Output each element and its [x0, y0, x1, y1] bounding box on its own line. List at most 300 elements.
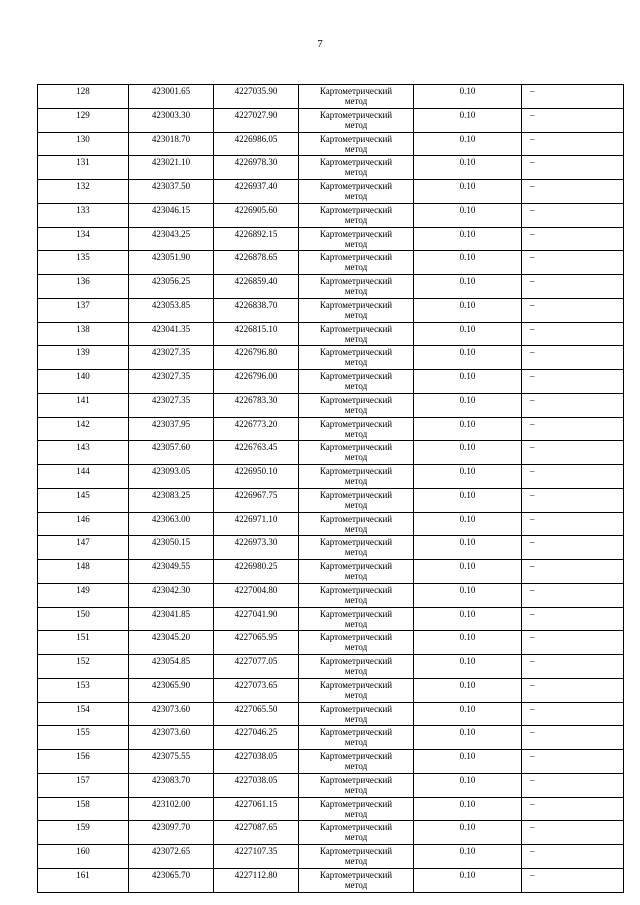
y-coordinate-cell: 4226783.30 — [214, 393, 299, 417]
x-coordinate-cell: 423018.70 — [129, 132, 214, 156]
accuracy-cell: 0.10 — [414, 868, 522, 892]
y-coordinate-cell: 4226796.80 — [214, 346, 299, 370]
method-cell — [299, 298, 414, 322]
method-line: метод — [344, 452, 368, 463]
point-number-cell: 159 — [38, 821, 129, 845]
point-number-cell: 131 — [38, 156, 129, 180]
y-coordinate-cell: 4226796.00 — [214, 370, 299, 394]
accuracy-cell: 0.10 — [414, 251, 522, 275]
method-line: Картометрический — [319, 727, 393, 738]
table-row — [38, 275, 624, 299]
accuracy-cell: 0.10 — [414, 678, 522, 702]
method-line: Картометрический — [319, 299, 393, 310]
table-row — [38, 203, 624, 227]
method-line: Картометрический — [319, 822, 393, 833]
accuracy-cell: 0.10 — [414, 108, 522, 132]
y-coordinate-cell: 4226978.30 — [214, 156, 299, 180]
method-line: метод — [344, 428, 368, 439]
description-cell: – — [522, 251, 624, 275]
y-coordinate-cell: 4227112.80 — [214, 868, 299, 892]
description-cell: – — [522, 370, 624, 394]
method-line: метод — [344, 571, 368, 581]
method-line: Картометрический — [319, 133, 393, 144]
method-cell — [299, 868, 414, 892]
accuracy-cell: 0.10 — [414, 607, 522, 631]
table-row — [38, 488, 624, 512]
point-number-cell: 143 — [38, 441, 129, 465]
method-line: метод — [344, 666, 368, 676]
method-line: Картометрический — [319, 846, 393, 856]
y-coordinate-cell: 4227065.95 — [214, 631, 299, 655]
method-line: Картометрический — [319, 371, 393, 381]
method-cell — [299, 108, 414, 132]
method-cell — [299, 560, 414, 584]
description-cell: – — [522, 180, 624, 204]
x-coordinate-cell: 423049.55 — [129, 560, 214, 584]
description-cell: – — [522, 797, 624, 821]
method-line: Картометрический — [319, 347, 393, 358]
x-coordinate-cell: 423027.35 — [129, 370, 214, 394]
accuracy-cell: 0.10 — [414, 417, 522, 441]
accuracy-cell: 0.10 — [414, 393, 522, 417]
x-coordinate-cell: 423083.25 — [129, 488, 214, 512]
description-cell: – — [522, 298, 624, 322]
description-cell: – — [522, 560, 624, 584]
method-line: метод — [344, 737, 368, 748]
description-cell: – — [522, 678, 624, 702]
x-coordinate-cell: 423054.85 — [129, 655, 214, 679]
point-number-cell: 153 — [38, 678, 129, 702]
method-cell — [299, 370, 414, 394]
point-number-cell: 156 — [38, 750, 129, 774]
table-row — [38, 607, 624, 631]
method-line: метод — [344, 618, 368, 629]
point-number-cell: 151 — [38, 631, 129, 655]
description-cell: – — [522, 702, 624, 726]
point-number-cell: 152 — [38, 655, 129, 679]
y-coordinate-cell: 4226905.60 — [214, 203, 299, 227]
method-line: Картометрический — [319, 442, 393, 453]
point-number-cell: 154 — [38, 702, 129, 726]
method-cell — [299, 726, 414, 750]
coordinates-table — [37, 84, 624, 893]
method-cell — [299, 821, 414, 845]
table-row — [38, 298, 624, 322]
description-cell: – — [522, 821, 624, 845]
point-number-cell: 144 — [38, 465, 129, 489]
point-number-cell: 128 — [38, 85, 129, 109]
y-coordinate-cell: 4227061.15 — [214, 797, 299, 821]
method-line: Картометрический — [319, 323, 393, 334]
accuracy-cell: 0.10 — [414, 773, 522, 797]
accuracy-cell: 0.10 — [414, 536, 522, 560]
y-coordinate-cell: 4227004.80 — [214, 583, 299, 607]
method-line: метод — [344, 689, 368, 700]
description-cell: – — [522, 275, 624, 299]
table-row — [38, 845, 624, 869]
table-row — [38, 536, 624, 560]
method-line: Картометрический — [319, 252, 393, 263]
table-row — [38, 583, 624, 607]
x-coordinate-cell: 423037.95 — [129, 417, 214, 441]
method-cell — [299, 773, 414, 797]
method-line: Картометрический — [319, 751, 393, 761]
x-coordinate-cell: 423051.90 — [129, 251, 214, 275]
method-line: метод — [344, 713, 368, 724]
method-cell — [299, 678, 414, 702]
point-number-cell: 149 — [38, 583, 129, 607]
method-cell — [299, 227, 414, 251]
method-line: Картометрический — [319, 418, 393, 429]
y-coordinate-cell: 4227041.90 — [214, 607, 299, 631]
method-line: метод — [344, 309, 368, 320]
y-coordinate-cell: 4227077.05 — [214, 655, 299, 679]
method-line: Картометрический — [319, 656, 393, 666]
point-number-cell: 160 — [38, 845, 129, 869]
method-line: метод — [344, 96, 368, 106]
y-coordinate-cell: 4226892.15 — [214, 227, 299, 251]
x-coordinate-cell: 423093.05 — [129, 465, 214, 489]
description-cell: – — [522, 631, 624, 655]
point-number-cell: 135 — [38, 251, 129, 275]
accuracy-cell: 0.10 — [414, 441, 522, 465]
accuracy-cell: 0.10 — [414, 750, 522, 774]
x-coordinate-cell: 423097.70 — [129, 821, 214, 845]
point-number-cell: 157 — [38, 773, 129, 797]
point-number-cell: 133 — [38, 203, 129, 227]
table-row — [38, 560, 624, 584]
method-line: метод — [344, 594, 368, 605]
description-cell: – — [522, 845, 624, 869]
accuracy-cell: 0.10 — [414, 298, 522, 322]
method-line: метод — [344, 404, 368, 415]
method-cell — [299, 702, 414, 726]
method-cell — [299, 322, 414, 346]
accuracy-cell: 0.10 — [414, 156, 522, 180]
x-coordinate-cell: 423042.30 — [129, 583, 214, 607]
method-line: метод — [344, 238, 368, 249]
table-row — [38, 512, 624, 536]
accuracy-cell: 0.10 — [414, 346, 522, 370]
point-number-cell: 158 — [38, 797, 129, 821]
method-cell — [299, 85, 414, 109]
table-row — [38, 702, 624, 726]
description-cell: – — [522, 773, 624, 797]
accuracy-cell: 0.10 — [414, 631, 522, 655]
method-line: метод — [344, 119, 368, 130]
accuracy-cell: 0.10 — [414, 821, 522, 845]
y-coordinate-cell: 4226980.25 — [214, 560, 299, 584]
accuracy-cell: 0.10 — [414, 560, 522, 584]
y-coordinate-cell: 4227107.35 — [214, 845, 299, 869]
description-cell: – — [522, 750, 624, 774]
method-line: Картометрический — [319, 394, 393, 405]
method-line: Картометрический — [319, 513, 393, 524]
point-number-cell: 134 — [38, 227, 129, 251]
y-coordinate-cell: 4227046.25 — [214, 726, 299, 750]
accuracy-cell: 0.10 — [414, 512, 522, 536]
table-row — [38, 750, 624, 774]
method-line: Картометрический — [319, 679, 393, 690]
description-cell: – — [522, 322, 624, 346]
description-cell: – — [522, 85, 624, 109]
y-coordinate-cell: 4226838.70 — [214, 298, 299, 322]
x-coordinate-cell: 423003.30 — [129, 108, 214, 132]
method-line: Картометрический — [319, 632, 393, 643]
y-coordinate-cell: 4226937.40 — [214, 180, 299, 204]
table-row — [38, 655, 624, 679]
point-number-cell: 137 — [38, 298, 129, 322]
method-line: Картометрический — [319, 157, 393, 168]
table-row — [38, 346, 624, 370]
method-line: метод — [344, 761, 368, 771]
method-line: метод — [344, 191, 368, 201]
point-number-cell: 130 — [38, 132, 129, 156]
method-cell — [299, 417, 414, 441]
method-cell — [299, 132, 414, 156]
x-coordinate-cell: 423063.00 — [129, 512, 214, 536]
x-coordinate-cell: 423075.55 — [129, 750, 214, 774]
description-cell: – — [522, 512, 624, 536]
method-cell — [299, 275, 414, 299]
point-number-cell: 155 — [38, 726, 129, 750]
description-cell: – — [522, 108, 624, 132]
point-number-cell: 148 — [38, 560, 129, 584]
page-number: 7 — [317, 38, 323, 50]
y-coordinate-cell: 4226950.10 — [214, 465, 299, 489]
table-row — [38, 180, 624, 204]
y-coordinate-cell: 4227087.65 — [214, 821, 299, 845]
accuracy-cell: 0.10 — [414, 655, 522, 679]
point-number-cell: 136 — [38, 275, 129, 299]
method-line: метод — [344, 547, 368, 558]
description-cell: – — [522, 203, 624, 227]
description-cell: – — [522, 488, 624, 512]
accuracy-cell: 0.10 — [414, 583, 522, 607]
description-cell: – — [522, 346, 624, 370]
accuracy-cell: 0.10 — [414, 488, 522, 512]
accuracy-cell: 0.10 — [414, 797, 522, 821]
point-number-cell: 129 — [38, 108, 129, 132]
method-line: Картометрический — [319, 204, 393, 215]
method-cell — [299, 156, 414, 180]
accuracy-cell: 0.10 — [414, 203, 522, 227]
y-coordinate-cell: 4226878.65 — [214, 251, 299, 275]
y-coordinate-cell: 4226773.20 — [214, 417, 299, 441]
method-line: метод — [344, 286, 368, 296]
method-cell — [299, 583, 414, 607]
method-line: метод — [344, 143, 368, 154]
table-row — [38, 678, 624, 702]
x-coordinate-cell: 423065.70 — [129, 868, 214, 892]
method-cell — [299, 607, 414, 631]
table-row — [38, 251, 624, 275]
table-row — [38, 322, 624, 346]
table-row — [38, 797, 624, 821]
x-coordinate-cell: 423045.20 — [129, 631, 214, 655]
method-line: Картометрический — [319, 466, 393, 476]
method-line: Картометрический — [319, 774, 393, 785]
x-coordinate-cell: 423041.35 — [129, 322, 214, 346]
x-coordinate-cell: 423021.10 — [129, 156, 214, 180]
table-row — [38, 631, 624, 655]
method-line: Картометрический — [319, 109, 393, 120]
method-cell — [299, 393, 414, 417]
description-cell: – — [522, 726, 624, 750]
method-cell — [299, 797, 414, 821]
method-line: метод — [344, 808, 368, 819]
y-coordinate-cell: 4227038.05 — [214, 750, 299, 774]
y-coordinate-cell: 4227073.65 — [214, 678, 299, 702]
accuracy-cell: 0.10 — [414, 132, 522, 156]
accuracy-cell: 0.10 — [414, 726, 522, 750]
method-line: метод — [344, 499, 368, 510]
method-line: Картометрический — [319, 228, 393, 239]
description-cell: – — [522, 655, 624, 679]
x-coordinate-cell: 423027.35 — [129, 393, 214, 417]
method-cell — [299, 750, 414, 774]
accuracy-cell: 0.10 — [414, 322, 522, 346]
table-row — [38, 465, 624, 489]
method-line: метод — [344, 879, 368, 890]
method-cell — [299, 180, 414, 204]
method-line: Картометрический — [319, 703, 393, 714]
method-line: Картометрический — [319, 798, 393, 809]
point-number-cell: 147 — [38, 536, 129, 560]
accuracy-cell: 0.10 — [414, 85, 522, 109]
x-coordinate-cell: 423027.35 — [129, 346, 214, 370]
method-cell — [299, 441, 414, 465]
x-coordinate-cell: 423001.65 — [129, 85, 214, 109]
table-row — [38, 417, 624, 441]
description-cell: – — [522, 156, 624, 180]
x-coordinate-cell: 423046.15 — [129, 203, 214, 227]
method-cell — [299, 465, 414, 489]
y-coordinate-cell: 4227065.50 — [214, 702, 299, 726]
x-coordinate-cell: 423073.60 — [129, 726, 214, 750]
method-line: Картометрический — [319, 869, 393, 880]
method-line: метод — [344, 784, 368, 795]
accuracy-cell: 0.10 — [414, 227, 522, 251]
method-line: метод — [344, 333, 368, 344]
x-coordinate-cell: 423083.70 — [129, 773, 214, 797]
y-coordinate-cell: 4226763.45 — [214, 441, 299, 465]
accuracy-cell: 0.10 — [414, 845, 522, 869]
method-line: метод — [344, 262, 368, 273]
accuracy-cell: 0.10 — [414, 702, 522, 726]
accuracy-cell: 0.10 — [414, 180, 522, 204]
description-cell: – — [522, 465, 624, 489]
method-line: Картометрический — [319, 489, 393, 500]
table-row — [38, 726, 624, 750]
method-cell — [299, 631, 414, 655]
table-row — [38, 370, 624, 394]
method-cell — [299, 203, 414, 227]
x-coordinate-cell: 423057.60 — [129, 441, 214, 465]
method-cell — [299, 488, 414, 512]
method-line: метод — [344, 476, 368, 486]
accuracy-cell: 0.10 — [414, 370, 522, 394]
point-number-cell: 145 — [38, 488, 129, 512]
y-coordinate-cell: 4227038.05 — [214, 773, 299, 797]
description-cell: – — [522, 393, 624, 417]
x-coordinate-cell: 423102.00 — [129, 797, 214, 821]
method-line: метод — [344, 523, 368, 534]
point-number-cell: 132 — [38, 180, 129, 204]
method-line: метод — [344, 856, 368, 866]
method-line: Картометрический — [319, 561, 393, 571]
method-cell — [299, 655, 414, 679]
x-coordinate-cell: 423053.85 — [129, 298, 214, 322]
method-cell — [299, 536, 414, 560]
table-row — [38, 821, 624, 845]
x-coordinate-cell: 423073.60 — [129, 702, 214, 726]
method-cell — [299, 845, 414, 869]
point-number-cell: 139 — [38, 346, 129, 370]
table-row — [38, 227, 624, 251]
method-line: метод — [344, 357, 368, 368]
method-line: Картометрический — [319, 537, 393, 548]
point-number-cell: 161 — [38, 868, 129, 892]
y-coordinate-cell: 4226815.10 — [214, 322, 299, 346]
x-coordinate-cell: 423037.50 — [129, 180, 214, 204]
y-coordinate-cell: 4227035.90 — [214, 85, 299, 109]
y-coordinate-cell: 4227027.90 — [214, 108, 299, 132]
method-line: метод — [344, 642, 368, 653]
y-coordinate-cell: 4226967.75 — [214, 488, 299, 512]
y-coordinate-cell: 4226859.40 — [214, 275, 299, 299]
method-line: Картометрический — [319, 276, 393, 286]
y-coordinate-cell: 4226973.30 — [214, 536, 299, 560]
table-row — [38, 393, 624, 417]
point-number-cell: 141 — [38, 393, 129, 417]
method-line: Картометрический — [319, 86, 393, 96]
x-coordinate-cell: 423065.90 — [129, 678, 214, 702]
description-cell: – — [522, 536, 624, 560]
method-line: метод — [344, 167, 368, 178]
description-cell: – — [522, 607, 624, 631]
coordinates-table-body — [38, 85, 624, 893]
method-line: Картометрический — [319, 584, 393, 595]
table-row — [38, 132, 624, 156]
table-row — [38, 156, 624, 180]
table-row — [38, 85, 624, 109]
table-row — [38, 108, 624, 132]
y-coordinate-cell: 4226986.05 — [214, 132, 299, 156]
description-cell: – — [522, 441, 624, 465]
point-number-cell: 142 — [38, 417, 129, 441]
table-row — [38, 868, 624, 892]
point-number-cell: 138 — [38, 322, 129, 346]
method-cell — [299, 346, 414, 370]
method-cell — [299, 251, 414, 275]
accuracy-cell: 0.10 — [414, 465, 522, 489]
method-line: метод — [344, 832, 368, 843]
table-row — [38, 441, 624, 465]
description-cell: – — [522, 583, 624, 607]
method-line: метод — [344, 214, 368, 225]
method-line: метод — [344, 381, 368, 391]
x-coordinate-cell: 423072.65 — [129, 845, 214, 869]
method-line: Картометрический — [319, 181, 393, 191]
description-cell: – — [522, 417, 624, 441]
description-cell: – — [522, 868, 624, 892]
description-cell: – — [522, 227, 624, 251]
accuracy-cell: 0.10 — [414, 275, 522, 299]
description-cell: – — [522, 132, 624, 156]
y-coordinate-cell: 4226971.10 — [214, 512, 299, 536]
x-coordinate-cell: 423041.85 — [129, 607, 214, 631]
